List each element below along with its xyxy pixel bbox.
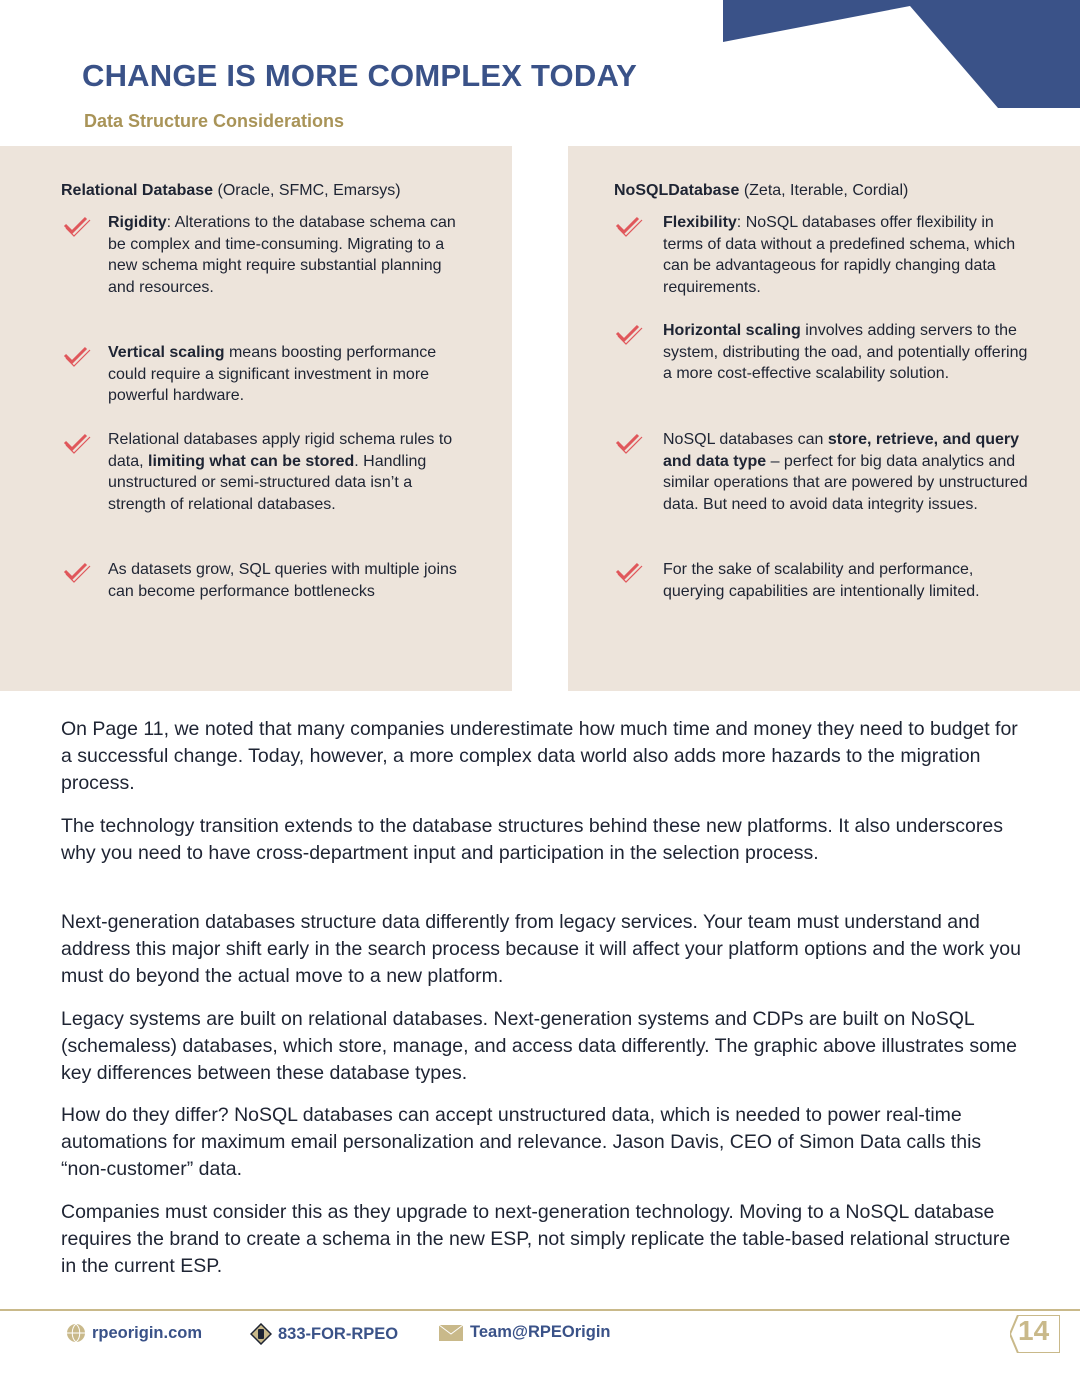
- item-text: For the sake of scalability and performance, querying capabilities are intentionally limited.: [663, 561, 980, 600]
- relational-panel-heading: [61, 182, 401, 200]
- item-pre: Relational databases apply rigid schema rules to data,: [108, 431, 453, 470]
- item-bold: limiting what can be stored: [148, 452, 355, 470]
- check-icon: [614, 431, 644, 455]
- item-pre: NoSQL databases can: [663, 431, 828, 448]
- globe-icon: [66, 1323, 86, 1343]
- nosql-item-horizontal-scaling: [663, 320, 1031, 385]
- nosql-item-store-retrieve: [663, 429, 1031, 516]
- body-paragraph: The technology transition extends to the database structures behind these new platforms. It also underscores why you need to have cross-department input and participation in the selection process.: [61, 815, 1003, 864]
- relational-item-vertical-scaling: [108, 342, 468, 407]
- item-bold: store, retrieve, and query and data type: [663, 431, 1020, 470]
- body-paragraph: Companies must consider this as they upgrade to next-generation technology. Moving to a NoSQL database requires the brand to create a schema in the new ESP, not simply replicate the table-based relational structure in the current ESP.: [61, 1201, 1011, 1277]
- footer-website-link[interactable]: [66, 1323, 202, 1343]
- page-number: 14: [1018, 1315, 1050, 1346]
- item-bold: Vertical scaling: [108, 344, 225, 361]
- item-bold: Horizontal scaling: [663, 322, 801, 339]
- check-icon: [614, 322, 644, 346]
- nosql-heading-bold: NoSQLDatabase: [614, 182, 740, 199]
- nosql-item-querying-limited: [663, 559, 1031, 602]
- relational-database-panel: [0, 146, 512, 691]
- relational-item-rigidity: [108, 212, 468, 299]
- check-icon: [62, 431, 92, 455]
- item-text: As datasets grow, SQL queries with multiple joins can become performance bottlenecks: [108, 561, 457, 600]
- item-text: : Alterations to the database schema can be complex and time-consuming. Migrating to a new schema might require substantial planning and resources.: [108, 214, 456, 297]
- footer-email-link[interactable]: [438, 1323, 610, 1342]
- item-text: : NoSQL databases offer flexibility in terms of data without a predefined schema, which can be advantageous for rapidly changing data requirements.: [663, 214, 1016, 297]
- body-paragraph: How do they differ? NoSQL databases can accept unstructured data, which is needed to power real-time automations for maximum email personalization and relevance. Jason Davis, CEO of Simon Data calls this “non-customer” data.: [61, 1104, 982, 1180]
- nosql-panel-heading: [614, 182, 908, 200]
- page-title: CHANGE IS MORE COMPLEX TODAY: [82, 58, 638, 93]
- nosql-heading-rest: (Zeta, Iterable, Cordial): [739, 182, 909, 199]
- check-icon: [614, 214, 644, 238]
- nosql-database-panel: [568, 146, 1080, 691]
- check-icon: [614, 560, 644, 584]
- body-paragraph: Next-generation databases structure data differently from legacy services. Your team must understand and address this major shift early in the search process because it will affect your platform options and the work you must do beyond the actual move to a new platform.: [61, 911, 1021, 987]
- phone-icon: [250, 1323, 272, 1345]
- relational-item-sql-joins: [108, 559, 468, 602]
- item-text: involves adding servers to the system, distributing the oad, and potentially offering a more cost-effective scalability solution.: [663, 322, 1028, 383]
- page-subtitle: Data Structure Considerations: [84, 111, 345, 131]
- footer-phone-link[interactable]: [250, 1323, 398, 1345]
- check-icon: [62, 214, 92, 238]
- relational-heading-bold: Relational Database: [61, 182, 214, 199]
- body-paragraph: On Page 11, we noted that many companies underestimate how much time and money they need to budget for a successful change. Today, however, a more complex data world also adds more hazards to the migration process.: [61, 718, 1018, 794]
- item-text: means boosting performance could require a significant investment in more powerful hardware.: [108, 344, 437, 405]
- body-paragraph: Legacy systems are built on relational databases. Next-generation systems and CDPs are built on NoSQL (schemaless) databases, which store, manage, and access data differently. The graphic above illustrates some key differences between these database types.: [61, 1008, 1018, 1084]
- footer-divider: [0, 1309, 1080, 1311]
- item-bold: Rigidity: [108, 214, 167, 231]
- check-icon: [62, 344, 92, 368]
- check-icon: [62, 560, 92, 584]
- item-text: . Handling unstructured or semi-structured data isn’t a strength of relational databases.: [108, 452, 427, 514]
- relational-heading-rest: (Oracle, SFMC, Emarsys): [213, 182, 401, 199]
- item-text: – perfect for big data analytics and similar operations that are powered by unstructured data. But need to avoid data integrity issues.: [663, 452, 1028, 514]
- item-bold: Flexibility: [663, 214, 737, 231]
- footer-phone-text: 833-FOR-RPEO: [278, 1324, 399, 1343]
- mail-icon: [438, 1324, 464, 1342]
- footer-email-text: Team@RPEOrigin: [470, 1323, 611, 1341]
- nosql-item-flexibility: [663, 212, 1031, 299]
- footer-website-text: rpeorigin.com: [92, 1323, 203, 1342]
- relational-item-rigid-schema: [108, 429, 468, 516]
- corner-banner-shape: [720, 0, 1080, 108]
